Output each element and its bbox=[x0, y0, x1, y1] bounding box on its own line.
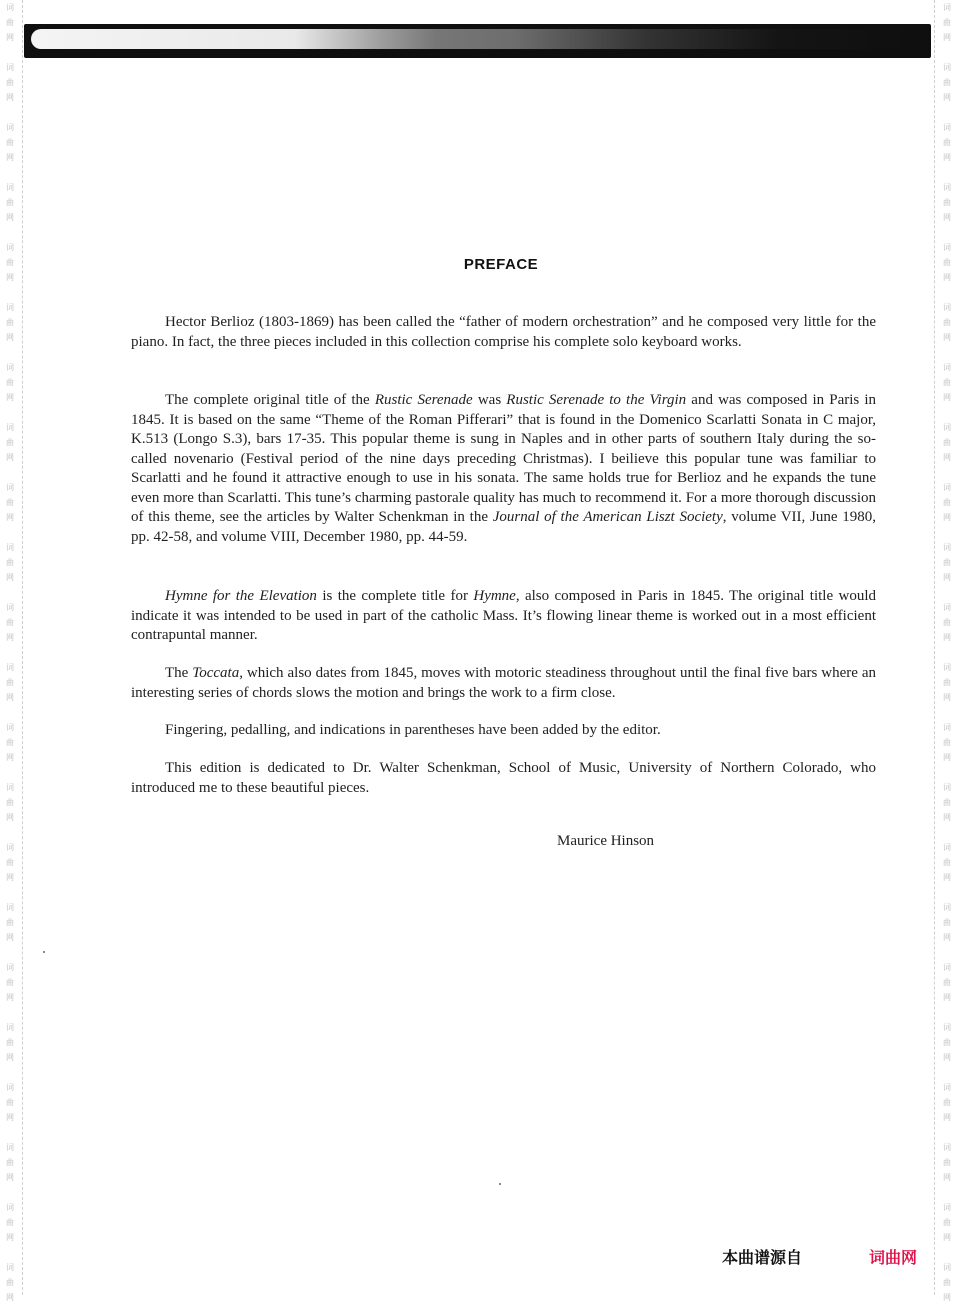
watermark-glyph: 词 bbox=[943, 603, 951, 612]
paragraph-text: , volume VII, June 1980, pp. 42-58, and volume VIII, December 1980, pp. 44-59. bbox=[131, 509, 876, 545]
watermark-glyph: 曲 bbox=[943, 618, 951, 627]
watermark-glyph: 词 bbox=[6, 123, 14, 132]
footer-source-label: 本曲谱源自 bbox=[722, 1248, 803, 1267]
watermark-glyph: 网 bbox=[6, 873, 14, 882]
watermark-glyph: 曲 bbox=[943, 978, 951, 987]
watermark-glyph: 网 bbox=[943, 933, 951, 942]
watermark-glyph: 曲 bbox=[6, 798, 14, 807]
watermark-glyph: 曲 bbox=[6, 1158, 14, 1167]
watermark-glyph: 网 bbox=[6, 153, 14, 162]
watermark-glyph: 曲 bbox=[943, 378, 951, 387]
watermark-glyph: 曲 bbox=[6, 618, 14, 627]
watermark-glyph: 网 bbox=[943, 573, 951, 582]
watermark-glyph: 词 bbox=[943, 663, 951, 672]
watermark-glyph: 曲 bbox=[6, 978, 14, 987]
watermark-glyph: 词 bbox=[6, 63, 14, 72]
speck bbox=[43, 951, 45, 953]
header-bar-highlight bbox=[31, 29, 911, 49]
watermark-glyph: 曲 bbox=[6, 18, 14, 27]
paragraph-text: Hector Berlioz (1803-1869) has been called the “father of modern orchestration” and he composed very little for the piano. In fact, the three pieces included in this collection comprise his complete solo keyboard works. bbox=[131, 314, 876, 350]
preface-paragraph-1 bbox=[131, 313, 876, 352]
watermark-glyph: 曲 bbox=[943, 798, 951, 807]
watermark-glyph: 词 bbox=[6, 423, 14, 432]
watermark-glyph: 曲 bbox=[6, 318, 14, 327]
watermark-glyph: 网 bbox=[943, 1053, 951, 1062]
watermark-glyph: 曲 bbox=[943, 678, 951, 687]
watermark-glyph: 网 bbox=[943, 753, 951, 762]
signature: Maurice Hinson bbox=[557, 833, 655, 849]
watermark-glyph: 曲 bbox=[943, 1158, 951, 1167]
paragraph-indent bbox=[131, 314, 165, 330]
watermark-glyph: 网 bbox=[6, 993, 14, 1002]
watermark-glyph: 词 bbox=[943, 123, 951, 132]
paragraph-text: Fingering, pedalling, and indications in parentheses have been added by the editor. bbox=[165, 722, 661, 738]
paragraph-text: was bbox=[472, 392, 507, 408]
paragraph-indent bbox=[131, 588, 165, 604]
watermark-glyph: 词 bbox=[6, 723, 14, 732]
paragraph-text: is the complete title for bbox=[316, 588, 474, 604]
watermark-glyph: 词 bbox=[943, 543, 951, 552]
italic-title-text: Rustic Serenade bbox=[374, 392, 473, 408]
watermark-glyph: 词 bbox=[6, 963, 14, 972]
watermark-glyph: 网 bbox=[6, 753, 14, 762]
watermark-glyph: 曲 bbox=[6, 738, 14, 747]
preface-paragraph-3 bbox=[131, 587, 876, 646]
watermark-glyph: 曲 bbox=[943, 18, 951, 27]
watermark-glyph: 曲 bbox=[943, 1038, 951, 1047]
preface-paragraph-6 bbox=[131, 759, 876, 798]
watermark-glyph: 词 bbox=[943, 903, 951, 912]
watermark-glyph: 网 bbox=[6, 333, 14, 342]
watermark-glyph: 网 bbox=[6, 1113, 14, 1122]
watermark-glyph: 网 bbox=[943, 513, 951, 522]
watermark-glyph: 曲 bbox=[943, 78, 951, 87]
italic-title-text: Hymne for the Elevation bbox=[165, 588, 317, 604]
left-margin-rule bbox=[22, 0, 23, 1295]
watermark-glyph: 词 bbox=[943, 423, 951, 432]
watermark-glyph: 词 bbox=[943, 1203, 951, 1212]
watermark-glyph: 曲 bbox=[6, 1278, 14, 1287]
watermark-glyph: 网 bbox=[6, 93, 14, 102]
watermark-glyph: 词 bbox=[6, 243, 14, 252]
watermark-glyph: 曲 bbox=[6, 138, 14, 147]
footer-site-link[interactable]: 词曲网 bbox=[869, 1248, 918, 1267]
watermark-glyph: 词 bbox=[943, 963, 951, 972]
watermark-glyph: 网 bbox=[6, 273, 14, 282]
watermark-glyph: 曲 bbox=[6, 558, 14, 567]
watermark-glyph: 网 bbox=[6, 1233, 14, 1242]
watermark-glyph: 曲 bbox=[6, 258, 14, 267]
italic-title-text: Hymne bbox=[473, 588, 516, 604]
watermark-glyph: 词 bbox=[943, 1143, 951, 1152]
watermark-glyph: 词 bbox=[6, 1023, 14, 1032]
watermark-glyph: 网 bbox=[943, 33, 951, 42]
watermark-glyph: 词 bbox=[6, 603, 14, 612]
watermark-glyph: 网 bbox=[943, 873, 951, 882]
preface-paragraph-5 bbox=[131, 721, 876, 741]
watermark-glyph: 词 bbox=[6, 1083, 14, 1092]
paragraph-indent bbox=[131, 760, 165, 776]
watermark-glyph: 词 bbox=[6, 1203, 14, 1212]
watermark-glyph: 网 bbox=[943, 813, 951, 822]
watermark-glyph: 词 bbox=[943, 3, 951, 12]
watermark-glyph: 词 bbox=[6, 843, 14, 852]
watermark-glyph: 网 bbox=[6, 693, 14, 702]
watermark-glyph: 网 bbox=[943, 1233, 951, 1242]
watermark-glyph: 曲 bbox=[943, 858, 951, 867]
watermark-glyph: 网 bbox=[6, 393, 14, 402]
watermark-glyph: 词 bbox=[943, 843, 951, 852]
paragraph-indent bbox=[131, 665, 165, 681]
watermark-glyph: 曲 bbox=[943, 558, 951, 567]
watermark-glyph: 网 bbox=[943, 993, 951, 1002]
watermark-glyph: 网 bbox=[943, 213, 951, 222]
watermark-glyph: 网 bbox=[943, 693, 951, 702]
paragraph-indent bbox=[131, 722, 165, 738]
watermark-glyph: 网 bbox=[943, 633, 951, 642]
watermark-glyph: 网 bbox=[943, 93, 951, 102]
watermark-glyph: 曲 bbox=[6, 78, 14, 87]
watermark-glyph: 词 bbox=[6, 543, 14, 552]
watermark-glyph: 词 bbox=[943, 1083, 951, 1092]
watermark-glyph: 词 bbox=[943, 783, 951, 792]
watermark-glyph: 网 bbox=[6, 633, 14, 642]
watermark-glyph: 词 bbox=[6, 663, 14, 672]
preface-paragraph-4 bbox=[131, 664, 876, 703]
watermark-glyph: 曲 bbox=[6, 1038, 14, 1047]
watermark-glyph: 曲 bbox=[6, 198, 14, 207]
watermark-glyph: 词 bbox=[6, 363, 14, 372]
watermark-glyph: 网 bbox=[943, 393, 951, 402]
watermark-glyph: 网 bbox=[943, 153, 951, 162]
watermark-glyph: 词 bbox=[6, 483, 14, 492]
paragraph-text: and was composed in Paris in 1845. It is based on the same “Theme of the Roman Pifferari” that is found in the Domenico Scarlatti Sonata in C major, K.513 (Longo S.3), bars 17-35. This popular theme is sung in Naples and in other parts of southern Italy during the so-called novenario (Festival period of the nine days preceding Christmas). I beilieve this popular tune was familiar to Scarlatti and he found it attractive enough to use in his sonata. The same holds true for Berlioz and he expands the tune even more than Scarlatti. This tune’s charming pastorale quality has much to recommend it. For a more thorough discussion of this theme, see the articles by Walter Schenkman in the bbox=[131, 392, 877, 525]
watermark-glyph: 网 bbox=[6, 33, 14, 42]
watermark-glyph: 网 bbox=[6, 1293, 14, 1302]
watermark-glyph: 曲 bbox=[6, 378, 14, 387]
paragraph-text: This edition is dedicated to Dr. Walter Schenkman, School of Music, University of Northern Colorado, who introduced me to these beautiful pieces. bbox=[131, 760, 876, 796]
italic-title-text: Toccata bbox=[192, 665, 240, 681]
watermark-glyph: 网 bbox=[6, 813, 14, 822]
watermark-glyph: 曲 bbox=[943, 1218, 951, 1227]
watermark-glyph: 曲 bbox=[6, 438, 14, 447]
watermark-glyph: 词 bbox=[943, 303, 951, 312]
watermark-glyph: 网 bbox=[6, 213, 14, 222]
paragraph-text: The bbox=[165, 665, 193, 681]
paragraph-text: The complete original title of the bbox=[165, 392, 375, 408]
watermark-glyph: 曲 bbox=[943, 498, 951, 507]
watermark-glyph: 词 bbox=[943, 483, 951, 492]
italic-title-text: Journal of the American Liszt Society bbox=[492, 509, 723, 525]
watermark-glyph: 曲 bbox=[943, 318, 951, 327]
watermark-glyph: 词 bbox=[943, 1263, 951, 1272]
watermark-glyph: 曲 bbox=[6, 1218, 14, 1227]
watermark-glyph: 网 bbox=[6, 933, 14, 942]
speck bbox=[499, 1183, 501, 1185]
watermark-glyph: 网 bbox=[943, 1113, 951, 1122]
watermark-glyph: 曲 bbox=[6, 678, 14, 687]
watermark-glyph: 网 bbox=[943, 333, 951, 342]
preface-paragraph-2 bbox=[131, 391, 876, 547]
watermark-glyph: 曲 bbox=[943, 438, 951, 447]
watermark-glyph: 词 bbox=[943, 363, 951, 372]
watermark-glyph: 网 bbox=[6, 1053, 14, 1062]
watermark-glyph: 网 bbox=[943, 273, 951, 282]
watermark-glyph: 词 bbox=[6, 1143, 14, 1152]
right-margin-rule bbox=[934, 0, 935, 1295]
page-title: PREFACE bbox=[463, 256, 539, 273]
italic-title-text: Rustic Serenade to the Virgin bbox=[506, 392, 687, 408]
watermark-glyph: 网 bbox=[943, 1293, 951, 1302]
watermark-glyph: 网 bbox=[6, 573, 14, 582]
watermark-glyph: 曲 bbox=[943, 198, 951, 207]
watermark-glyph: 词 bbox=[943, 1023, 951, 1032]
watermark-glyph: 曲 bbox=[943, 258, 951, 267]
watermark-glyph: 词 bbox=[943, 63, 951, 72]
watermark-glyph: 曲 bbox=[6, 498, 14, 507]
watermark-glyph: 曲 bbox=[943, 1278, 951, 1287]
watermark-glyph: 曲 bbox=[6, 918, 14, 927]
watermark-glyph: 词 bbox=[6, 783, 14, 792]
watermark-glyph: 曲 bbox=[943, 1098, 951, 1107]
watermark-glyph: 曲 bbox=[6, 1098, 14, 1107]
watermark-glyph: 网 bbox=[6, 1173, 14, 1182]
watermark-glyph: 网 bbox=[943, 1173, 951, 1182]
watermark-glyph: 词 bbox=[6, 1263, 14, 1272]
watermark-glyph: 词 bbox=[6, 903, 14, 912]
watermark-glyph: 词 bbox=[6, 3, 14, 12]
watermark-glyph: 词 bbox=[943, 183, 951, 192]
watermark-glyph: 词 bbox=[943, 723, 951, 732]
watermark-glyph: 网 bbox=[6, 453, 14, 462]
watermark-glyph: 曲 bbox=[6, 858, 14, 867]
paragraph-indent bbox=[131, 392, 165, 408]
paragraph-text: , which also dates from 1845, moves with motoric steadiness throughout until the final five bars where an interesting series of chords slows the motion and brings the work to a firm close. bbox=[131, 665, 876, 701]
watermark-glyph: 网 bbox=[943, 453, 951, 462]
watermark-glyph: 曲 bbox=[943, 738, 951, 747]
watermark-glyph: 曲 bbox=[943, 138, 951, 147]
paragraph-text: , also composed in Paris in 1845. The original title would indicate it was intended to be used in part of the catholic Mass. It’s flowing linear theme is worked out in a most efficient contrapuntal manner. bbox=[131, 588, 877, 643]
watermark-glyph: 词 bbox=[6, 183, 14, 192]
watermark-glyph: 词 bbox=[943, 243, 951, 252]
watermark-glyph: 网 bbox=[6, 513, 14, 522]
watermark-glyph: 词 bbox=[6, 303, 14, 312]
watermark-glyph: 曲 bbox=[943, 918, 951, 927]
